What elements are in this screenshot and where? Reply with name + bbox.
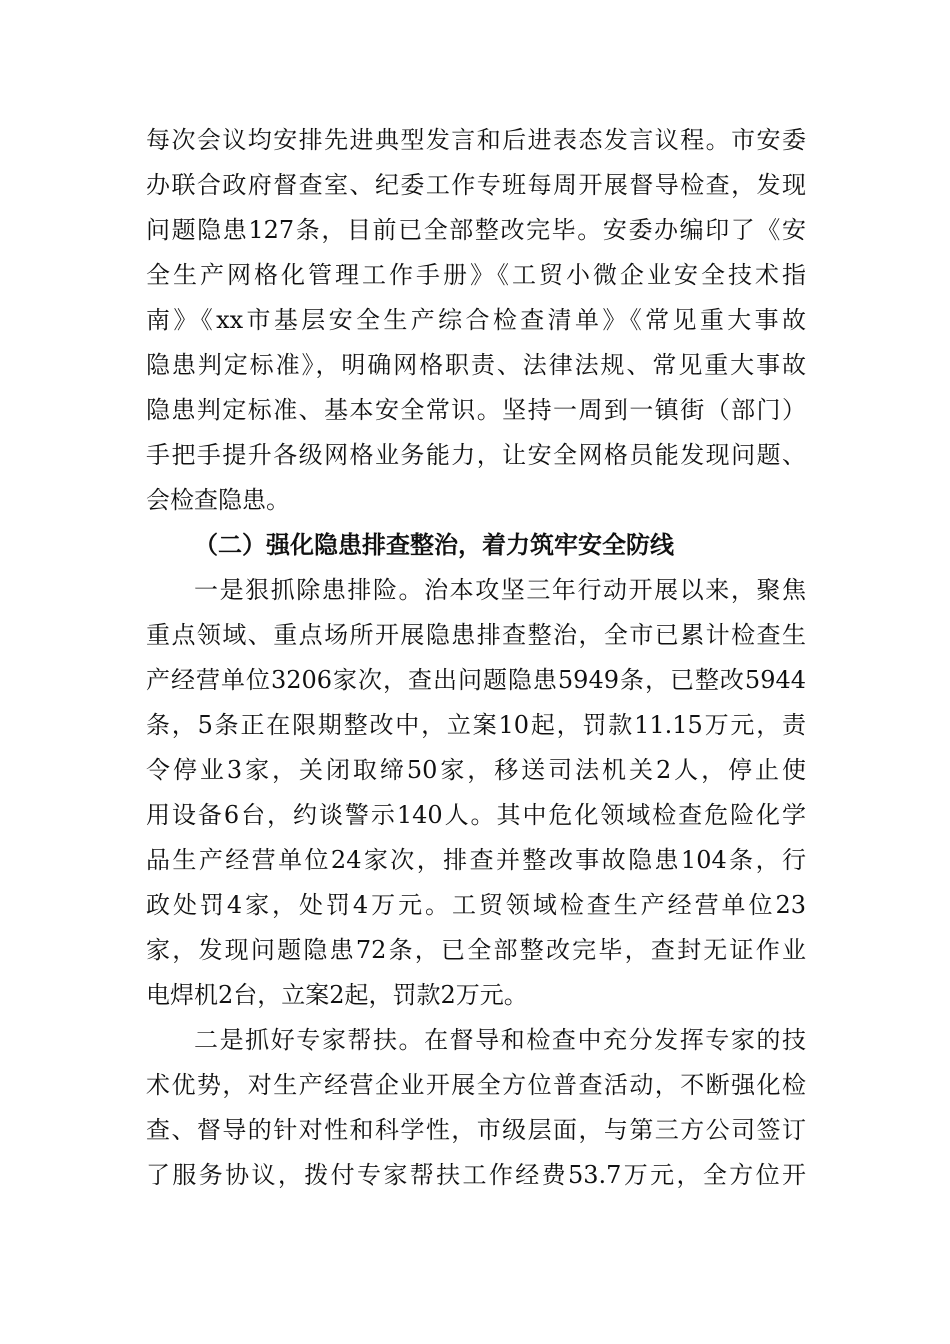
paragraph-2-line-2: 重点领域、重点场所开展隐患排查整治，全市已累计检查生: [146, 621, 806, 649]
paragraph-3-line-3: 查、督导的针对性和科学性，市级层面，与第三方公司签订: [146, 1116, 806, 1144]
paragraph-1-line-6: 隐患判定标准》，明确网格职责、法律法规、常见重大事故: [146, 351, 806, 379]
paragraph-2-line-9: 家，发现问题隐患72条，已全部整改完毕，查封无证作业: [146, 936, 806, 964]
paragraph-3-line-1: 二是抓好专家帮扶。在督导和检查中充分发挥专家的技: [194, 1026, 806, 1054]
paragraph-1-line-3: 问题隐患127条，目前已全部整改完毕。安委办编印了《安: [146, 216, 806, 244]
paragraph-2-line-4: 条，5条正在限期整改中，立案10起，罚款11.15万元，责: [146, 711, 806, 739]
paragraph-1-line-5: 南》《xx市基层安全生产综合检查清单》《常见重大事故: [146, 306, 806, 334]
paragraph-1-line-2: 办联合政府督查室、纪委工作专班每周开展督导检查，发现: [146, 171, 806, 199]
paragraph-1-line-4: 全生产网格化管理工作手册》《工贸小微企业安全技术指: [146, 261, 806, 289]
paragraph-3-line-2: 术优势，对生产经营企业开展全方位普查活动，不断强化检: [146, 1071, 806, 1099]
paragraph-2-line-8: 政处罚4家，处罚4万元。工贸领域检查生产经营单位23: [146, 891, 806, 919]
paragraph-2-line-5: 令停业3家，关闭取缔50家，移送司法机关2人，停止使: [146, 756, 806, 784]
paragraph-2-line-7: 品生产经营单位24家次，排查并整改事故隐患104条，行: [146, 846, 806, 874]
paragraph-2-line-6: 用设备6台，约谈警示140人。其中危化领域检查危险化学: [146, 801, 806, 829]
paragraph-2-line-3: 产经营单位3206家次，查出问题隐患5949条，已整改5944: [146, 666, 806, 694]
section-heading: （二）强化隐患排查整治，着力筑牢安全防线: [194, 530, 674, 559]
paragraph-1-line-1: 每次会议均安排先进典型发言和后进表态发言议程。市安委: [146, 126, 806, 154]
paragraph-1-line-7: 隐患判定标准、基本安全常识。坚持一周到一镇街（部门）: [146, 396, 806, 424]
paragraph-1-line-8: 手把手提升各级网格业务能力，让安全网格员能发现问题、: [146, 441, 806, 469]
paragraph-3-line-4: 了服务协议，拨付专家帮扶工作经费53.7万元，全方位开: [146, 1161, 806, 1189]
paragraph-2-line-1: 一是狠抓除患排险。治本攻坚三年行动开展以来，聚焦: [194, 576, 806, 604]
paragraph-2-line-10: 电焊机2台，立案2起，罚款2万元。: [146, 981, 528, 1009]
paragraph-1-line-9: 会检查隐患。: [146, 486, 290, 514]
